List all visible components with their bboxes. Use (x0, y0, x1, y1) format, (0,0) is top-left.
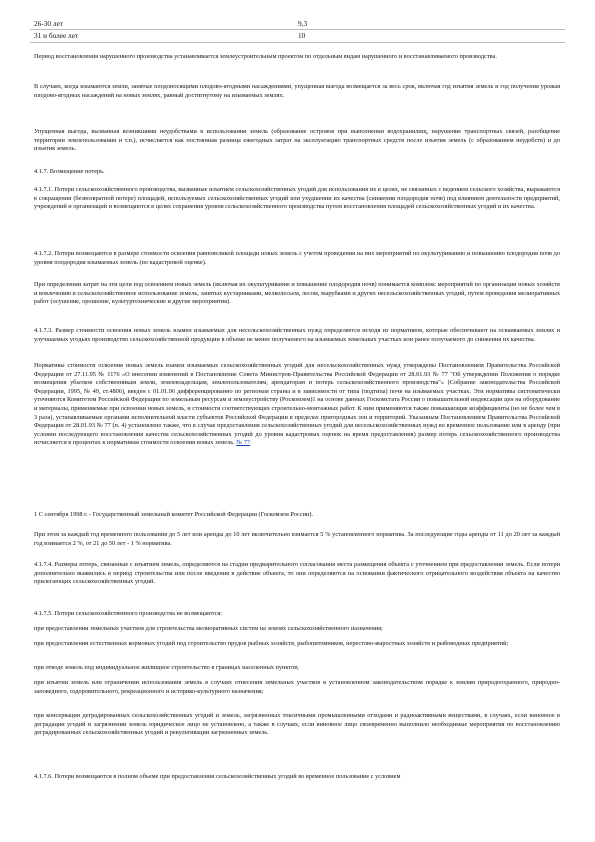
table-divider (30, 42, 565, 43)
table-cell-age: 31 и более лет (34, 31, 79, 40)
paragraph: 4.1.7.2. Потери возмещаются в размере стоимости освоения равновеликой площади новых земель с учетом проведения на них мероприятий по окультуриванию и повышению плодородия почв до уровня плодородия изымаемых земель (по кадастровой оценке). (34, 250, 560, 266)
table-cell-value: 10 (298, 31, 306, 40)
paragraph: При определении затрат на эти цели под освоением новых земель (включая их окультуривание и повышение плодородия почв) понимается комплекс мероприятий по организации новых хозяйств и вовлечению в сельскохозяйственное использование земель, занятых кустарниками, мелколесьем, лесом, вырубками и других несельскохозяйственных угодий, путем проведения мелиоративных работ (осушение, орошение, культуртехнические и другие мероприятия). (34, 281, 560, 306)
table-row (34, 19, 554, 28)
table-cell-age: 26-30 лет (34, 19, 63, 28)
list-item: при предоставлении земельных участков для строительства мелиоративных систем на землях сельскохозяйственного назначения; (34, 625, 383, 632)
section-heading: 4.1.7. Возмещение потерь. (34, 168, 105, 175)
list-item: при предоставлении естественных кормовых угодий под строительство прудов рыбных хозяйств, рыбопитомников, нерестово-выростных хозяйств и рыбоводных предприятий; (34, 640, 509, 647)
paragraph-decree (34, 362, 560, 448)
table-cell-value: 9,3 (298, 19, 308, 28)
section-heading: 4.1.7.5. Потери сельскохозяйственного производства не возмещаются: (34, 610, 223, 617)
table-row (34, 31, 554, 40)
list-item: при консервации деградированных сельскохозяйственных угодий и земель, загрязненных токсичными промышленными отходами и радиоактивными веществами, в случаях, если виновное в деградации угодий и загрязнении земель юридическое лицо не установлено, а также в случаях, если виновное лицо своевременно выполнило необходимые мероприятия по восстановлению деградированных сельскохозяйственных угодий и рекультивации загрязненных земель. (34, 712, 560, 737)
decree-link[interactable]: № 77 (236, 439, 251, 447)
paragraph: 4.1.7.6. Потери возмещаются в полном объеме при предоставлении сельскохозяйственных угодий во временное пользование с условием (34, 773, 401, 780)
paragraph: 4.1.7.1. Потери сельскохозяйственного производства, вызванные изъятием сельскохозяйственных угодий для использования их в целях, не связанных с ведением сельского хозяйства, выражаются в сокращении (безвозвратной потере) площадей, используемых сельскохозяйственных угодий или ухудшении их качества (снижении плодородия почв) под влиянием деятельности предприятий, учреждений и организаций и возмещаются в целях сохранения уровня сельскохозяйственного производства путем восстановления площадей сельскохозяйственных угодий и их качества. (34, 186, 560, 211)
decree-text: Нормативы стоимости освоения новых земель взамен изымаемых сельскохозяйственных угодий для несельскохозяйственных нужд утверждены Постановлением Правительства Российской Федерации от 27.11.95 № 1176 «О внесении изменений в Постановление Совета Министров-Правительства Российской Федерации от 28.01.93 № 77 "Об утверждении Положения о порядке возмещения убытков собственникам земли, землевладельцам, землепользователям, арендаторам и потерь сельскохозяйственного производства"» (Собрание законодательства Российской Федерации, 1995, № 49, ст.4806), введен с 01.01.96 дифференцированно по регионам страны и в зависимости от типа (подтипа) почв на изымаемых участках. Эти нормативы систематически уточняются Комитетом Российской Федерации по земельным ресурсам и землеустройству (Роскомзем)1 на основе данных Госкомстата России о повышательной индексации цен на оборудование и материалы, применяемые при освоении новых земель, и стоимости соответствующих строительно-монтажных работ. К ним применяются также повышающие коэффициенты (но не более чем в 3 раза), устанавливаемые органами исполнительной власти субъектов Российской Федерации в пределах пригородных зон и территорий. Указанным Постановлением Правительства Российской Федерации от 28.01.93 № 77 (п. 4) установлено также, что в случае предоставления сельскохозяйственных угодий для несельскохозяйственных нужд во временное пользование или в аренду (при условии последующего восстановления качества сельскохозяйственных угодий до уровня кадастровых оценок на время предоставления) размер потерь сельскохозяйственного производства исчисляется в процентах к нормативам стоимости освоения новых земель. (34, 362, 560, 447)
paragraph: При этом за каждый год временного пользования до 5 лет или аренды до 10 лет включительно взимается 5 % установленного норматива. За последующие годы аренды от 11 до 20 лет за каждый год взимается 2 %, от 21 до 50 лет - 1 % норматива. (34, 531, 560, 547)
paragraph: Период восстановления нарушенного производства устанавливается землеустроительным проектом по отдельным видам нарушенного и восстанавливаемого производства. (34, 53, 497, 60)
paragraph: 4.1.7.3. Размер стоимости освоения новых земель взамен изымаемых для несельскохозяйственных нужд определяется исходя из нормативов, которые обеспечивают на осваиваемых землях и улучшаемых угодьях производство сельскохозяйственной продукции в объеме не менее получаемого на изымаемых земельных участках или ранее получаемого до снижения их качества. (34, 327, 560, 343)
paragraph: В случаях, когда изымаются земли, занятые плодоносящими плодово-ягодными насаждениями, упущенная выгода возмещается за весь срок, включая год изъятия земель и год получения урожая плодово-ягодных насаждений на новых землях, равный достигнутому на изымаемых землях. (34, 83, 560, 99)
list-item: при изъятии земель или ограничении использования земель в случаях отнесения земельных участков в установленном законодательством порядке к землям природоохранного, природно-заповедного, оздоровительного, рекреационного и историко-культурного назначения; (34, 679, 560, 695)
paragraph: Упущенная выгода, вызванная возникшими неудобствами в использовании земель (образование островов при выполнении водохранилищ, нарушение транспортных связей, разобщение территории землепользования и т.п.), исчисляется как постоянная разница ежегодных затрат на эксплуатацию транспортных средств после изъятия земель (с образованием неудобств) и до изъятия земель. (34, 128, 560, 153)
footnote: 1 С сентября 1998 г. - Государственный земельный комитет Российской Федерации (Госкомзем России). (34, 511, 314, 518)
list-item: при отводе земель под индивидуальное жилищное строительство в границах населенных пунктов; (34, 664, 299, 671)
table-divider (30, 29, 565, 30)
paragraph: 4.1.7.4. Размеры потерь, связанные с изъятием земель, определяются на стадии предварительного согласования места размещения объекта с уточнением при предоставлении земель. Если потери дополнительно выявились в период строительства или после введения в действие объекта, то они определяются на основании фактического отрицательного воздействия объекта на качество прилегающих сельскохозяйственных угодий. (34, 561, 560, 586)
